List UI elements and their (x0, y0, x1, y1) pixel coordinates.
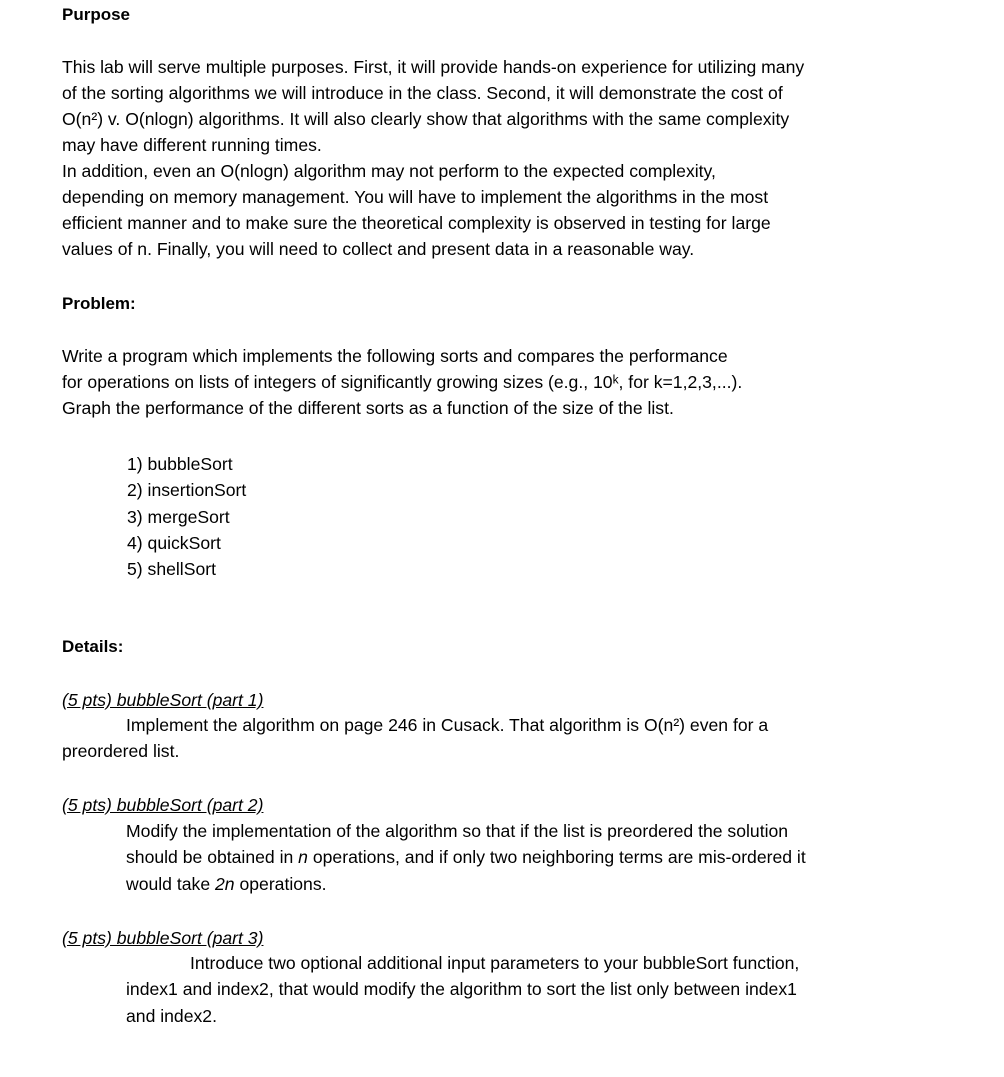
problem-line: Write a program which implements the following sorts and compares the performance (62, 346, 728, 366)
part3-line: Introduce two optional additional input parameters to your bubbleSort function, (190, 953, 800, 973)
part2-text: operations. (234, 873, 327, 894)
purpose-line: of the sorting algorithms we will introduce in the class. Second, it will demonstrate the cost of (62, 83, 783, 103)
part2-text: operations, and if only two neighboring terms are mis-ordered it (307, 847, 806, 868)
problem-paragraph (62, 343, 742, 421)
part2-line: Modify the implementation of the algorithm so that if the list is preordered the solution (126, 821, 789, 841)
list-item: 1) bubbleSort (127, 454, 233, 474)
purpose-line: In addition, even an O(nlogn) algorithm may not perform to the expected complexity, (62, 161, 716, 181)
purpose-heading: Purpose (62, 5, 131, 24)
part2-var-n: n (298, 847, 308, 868)
part1-line: Implement the algorithm on page 246 in Cusack. That algorithm is O(n²) even for a (126, 715, 769, 735)
part1-title: (5 pts) bubbleSort (part 1) (62, 690, 264, 710)
list-item: 5) shellSort (127, 559, 216, 580)
purpose-line: values of n. Finally, you will need to collect and present data in a reasonable way. (62, 239, 695, 259)
purpose-line: depending on memory management. You will have to implement the algorithms in the most (62, 187, 769, 207)
part2-line (126, 871, 806, 897)
purpose-paragraph (62, 54, 804, 262)
problem-line: for operations on lists of integers of significantly growing sizes (e.g., 10ᵏ, for k=1,2,3,...). (62, 372, 743, 392)
purpose-line: efficient manner and to make sure the theoretical complexity is observed in testing for large (62, 213, 771, 233)
problem-heading: Problem: (62, 294, 136, 313)
part2-var-2n: 2n (215, 873, 235, 894)
part2-text: should be obtained in (126, 847, 299, 868)
part2-title: (5 pts) bubbleSort (part 2) (62, 795, 264, 815)
part3-line: index1 and index2, that would modify the algorithm to sort the list only between index1 (126, 979, 797, 1000)
part3-line: and index2. (126, 1005, 217, 1026)
list-item: 3) mergeSort (127, 506, 230, 527)
part3-title: (5 pts) bubbleSort (part 3) (62, 928, 264, 948)
purpose-line: may have different running times. (62, 135, 322, 155)
details-heading: Details: (62, 637, 124, 656)
purpose-line: This lab will serve multiple purposes. First, it will provide hands-on experience for utilizing many (62, 57, 805, 77)
part1-line: preordered list. (62, 741, 180, 762)
part2-text: would take (126, 873, 215, 894)
list-item: 4) quickSort (127, 532, 221, 553)
purpose-line: O(n²) v. O(nlogn) algorithms. It will also clearly show that algorithms with the same complexity (62, 109, 790, 129)
sort-list (127, 451, 246, 582)
list-item: 2) insertionSort (127, 480, 247, 501)
part2-line (126, 844, 806, 870)
part3-body (126, 950, 799, 1029)
part2-body (126, 818, 806, 897)
part1-body (62, 712, 768, 765)
problem-line: Graph the performance of the different sorts as a function of the size of the list. (62, 398, 674, 418)
